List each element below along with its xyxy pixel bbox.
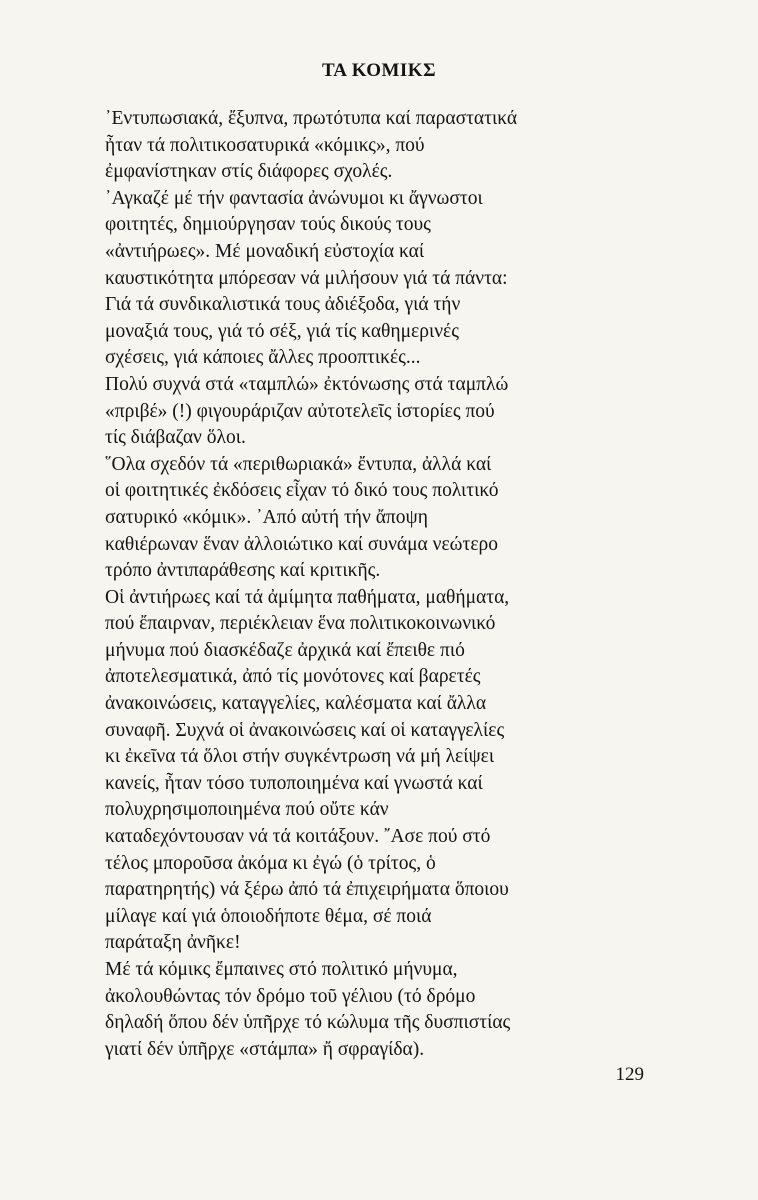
text-line: Μέ τά κόμικς ἔμπαινες στό πολιτικό μήνυμα, [105, 959, 458, 980]
text-line: ῞Ολα σχεδόν τά «περιθωριακά» ἔντυπα, ἀλλά καί [105, 453, 492, 475]
text-line: παρατηρητής) νά ξέρω ἀπό τά ἐπιχειρήματα ὅποιου [105, 879, 509, 901]
text-line: τίς διάβαζαν ὅλοι. [105, 427, 246, 449]
text-line: παράταξη ἀνῆκε! [105, 932, 241, 954]
text-line: τέλος μποροῦσα ἀκόμα κι ἐγώ (ὁ τρίτος, ὁ [105, 852, 436, 874]
text-line: κι ἐκεῖνα τά ὅλοι στήν συγκέντρωση νά μή λείψει [105, 746, 495, 768]
text-line: Οἱ ἀντιήρωες καί τά ἀμίμητα παθήματα, μαθήματα, [105, 586, 510, 608]
text-line: «ἀντιήρωες». Μέ μοναδική εὐστοχία καί [105, 240, 425, 262]
text-line: πού ἔπαιρναν, περιέκλειαν ἕνα πολιτικοκοινωνικό [105, 613, 496, 635]
text-line: «πριβέ» (!) φιγουράριζαν αὐτοτελεῖς ἱστορίες πού [105, 400, 495, 422]
text-line: μοναξιά τους, γιά τό σέξ, γιά τίς καθημερινές [105, 320, 459, 342]
text-line: σχέσεις, γιά κάποιες ἄλλες προοπτικές... [105, 347, 421, 369]
text-line: ἀκολουθώντας τόν δρόμο τοῦ γέλιου (τό δρόμο [105, 985, 476, 1007]
text-line: φοιτητές, δημιούργησαν τούς δικούς τους [105, 214, 431, 236]
text-line: ᾿Αγκαζέ μέ τήν φαντασία ἀνώνυμοι κι ἄγνωστοι [105, 187, 483, 209]
text-line: συναφῆ. Συχνά οἱ ἀνακοινώσεις καί οἱ καταγγελίες [105, 719, 505, 741]
text-line: ᾿Εντυπωσιακά, ἔξυπνα, πρωτότυπα καί παραστατικά [105, 108, 518, 129]
text-line: μίλαγε καί γιά ὁποιοδήποτε θέμα, σέ ποιά [105, 905, 432, 927]
text-line: ἦταν τά πολιτικοσατυρικά «κόμικς», πού [105, 134, 425, 156]
text-line: ἀνακοινώσεις, καταγγελίες, καλέσματα καί ἄλλα [105, 693, 487, 715]
text-line: σατυρικό «κόμικ». ᾿Από αὐτή τήν ἄποψη [105, 506, 428, 528]
text-line: Γιά τά συνδικαλιστικά τους ἀδιέξοδα, γιά τήν [105, 294, 461, 316]
text-line: καταδεχόντουσαν νά τά κοιτάξουν. ῎Ασε πού στό [105, 826, 491, 848]
text-line: τρόπο ἀντιπαράθεσης καί κριτικῆς. [105, 560, 381, 582]
chapter-title: ΤΑ ΚΟΜΙΚΣ [321, 60, 437, 81]
text-line: κανείς, ἦταν τόσο τυποποιημένα καί γνωστά καί [105, 772, 483, 794]
text-line: ἀποτελεσματικά, ἀπό τίς μονότονες καί βαρετές [105, 666, 481, 688]
text-line: καθιέρωναν ἕναν ἀλλοιώτικο καί συνάμα νεώτερο [105, 533, 498, 555]
text-line: καυστικότητα μπόρεσαν νά μιλήσουν γιά τά πάντα: [105, 267, 508, 289]
page-number: 129 [615, 1064, 644, 1085]
text-line: οἱ φοιτητικές ἐκδόσεις εἶχαν τό δικό τους πολιτικό [105, 480, 499, 502]
text-line: ἐμφανίστηκαν στίς διάφορες σχολές. [105, 161, 393, 183]
text-line: πολυχρησιμοποιημένα πού οὔτε κάν [105, 799, 389, 821]
text-line: μήνυμα πού διασκέδαζε ἀρχικά καί ἔπειθε πιό [105, 639, 465, 661]
body-text [105, 106, 625, 1063]
text-line: Πολύ συχνά στά «ταμπλώ» ἐκτόνωσης στά ταμπλώ [105, 373, 509, 395]
text-line: γιατί δέν ὑπῆρχε «στάμπα» ἤ σφραγίδα). [105, 1038, 425, 1060]
text-line: δηλαδή ὅπου δέν ὑπῆρχε τό κώλυμα τῆς δυσπιστίας [105, 1012, 511, 1034]
